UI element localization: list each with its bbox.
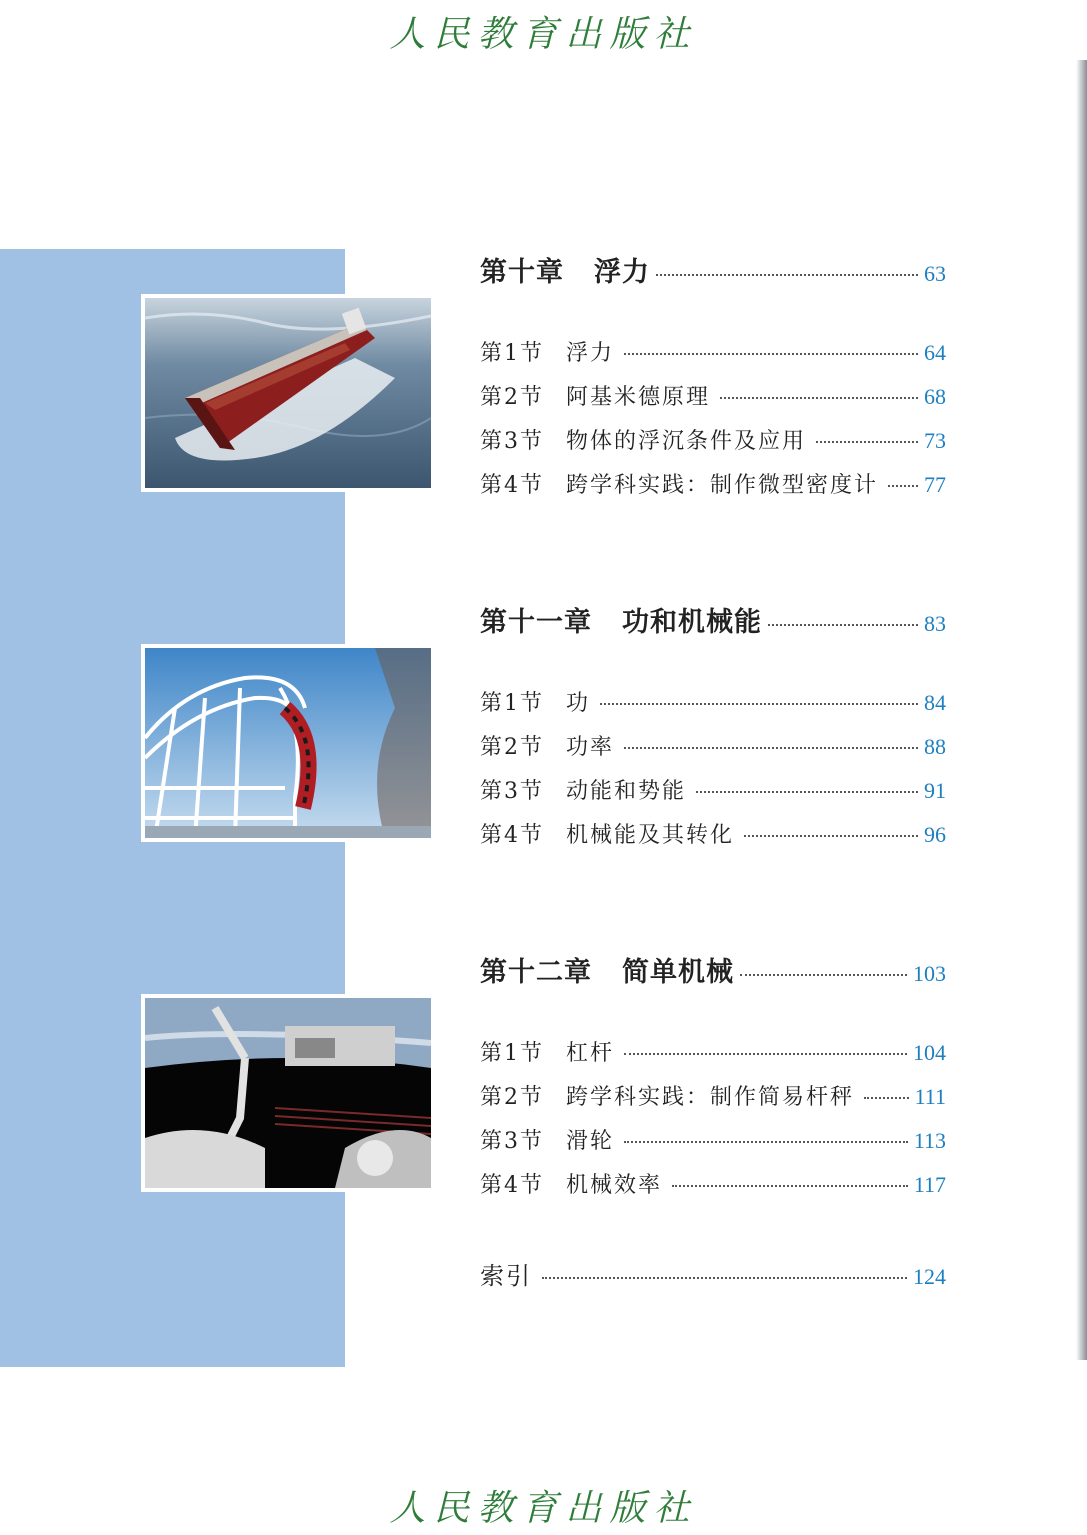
section-number: 第4节 bbox=[480, 473, 544, 498]
space-station-arm-photo bbox=[141, 994, 435, 1192]
page-number: 84 bbox=[924, 690, 946, 715]
section-title: 跨学科实践：制作微型密度计 bbox=[566, 473, 879, 498]
chapter-heading[interactable] bbox=[480, 950, 946, 989]
cargo-ship-photo bbox=[141, 294, 435, 492]
page-number: 91 bbox=[924, 778, 946, 803]
section-number: 第2节 bbox=[480, 385, 544, 410]
section-title: 跨学科实践：制作简易杆秤 bbox=[566, 1085, 855, 1110]
page-number: 113 bbox=[913, 1128, 946, 1153]
page-number: 64 bbox=[924, 340, 946, 365]
section-title: 机械能及其转化 bbox=[566, 823, 735, 848]
section-title: 功 bbox=[566, 691, 591, 716]
section-title: 功率 bbox=[566, 735, 615, 760]
section-title: 阿基米德原理 bbox=[566, 385, 711, 410]
chapter-number: 第十二章 bbox=[480, 957, 592, 988]
section-entry[interactable] bbox=[480, 424, 946, 455]
chapter-title: 浮力 bbox=[594, 257, 650, 288]
section-title: 机械效率 bbox=[566, 1173, 663, 1198]
index-entry[interactable] bbox=[480, 1256, 946, 1291]
publisher-watermark-bottom: 人民教育出版社 bbox=[389, 1488, 698, 1529]
section-title: 物体的浮沉条件及应用 bbox=[566, 429, 807, 454]
section-entry[interactable] bbox=[480, 818, 946, 849]
dot-leader bbox=[744, 835, 918, 837]
section-entry[interactable] bbox=[480, 380, 946, 411]
section-entry[interactable] bbox=[480, 774, 946, 805]
chapter-heading[interactable] bbox=[480, 600, 946, 639]
page-number: 124 bbox=[913, 1264, 946, 1289]
chapter-title: 简单机械 bbox=[622, 957, 734, 988]
page-number: 88 bbox=[924, 734, 946, 759]
page-number: 111 bbox=[914, 1084, 946, 1109]
section-entry[interactable] bbox=[480, 336, 946, 367]
page-number: 117 bbox=[913, 1172, 946, 1197]
dot-leader bbox=[696, 791, 918, 793]
section-number: 第3节 bbox=[480, 779, 544, 804]
page-number: 68 bbox=[924, 384, 946, 409]
section-number: 第1节 bbox=[480, 1041, 544, 1066]
section-entry[interactable] bbox=[480, 1036, 946, 1067]
page-number: 103 bbox=[913, 961, 946, 986]
section-number: 第1节 bbox=[480, 341, 544, 366]
dot-leader bbox=[888, 485, 918, 487]
section-number: 第2节 bbox=[480, 735, 544, 760]
page-number: 63 bbox=[924, 261, 946, 286]
section-entry[interactable] bbox=[480, 686, 946, 717]
chapter-number: 第十一章 bbox=[480, 607, 592, 638]
dot-leader bbox=[624, 1141, 908, 1143]
page-number: 104 bbox=[913, 1040, 946, 1065]
dot-leader bbox=[624, 1053, 907, 1055]
section-title: 动能和势能 bbox=[566, 779, 687, 804]
publisher-watermark-top: 人民教育出版社 bbox=[389, 14, 698, 55]
section-title: 杠杆 bbox=[566, 1041, 615, 1066]
dot-leader bbox=[864, 1097, 909, 1099]
dot-leader bbox=[768, 624, 918, 626]
chapter-heading[interactable] bbox=[480, 250, 946, 289]
section-number: 第3节 bbox=[480, 429, 544, 454]
section-title: 滑轮 bbox=[566, 1129, 615, 1154]
page-number: 83 bbox=[924, 611, 946, 636]
dot-leader bbox=[600, 703, 918, 705]
dot-leader bbox=[656, 274, 918, 276]
roller-coaster-photo bbox=[141, 644, 435, 842]
page-number: 77 bbox=[924, 472, 946, 497]
dot-leader bbox=[740, 974, 907, 976]
section-entry[interactable] bbox=[480, 468, 946, 499]
dot-leader bbox=[624, 747, 918, 749]
dot-leader bbox=[542, 1277, 907, 1279]
dot-leader bbox=[624, 353, 918, 355]
page-number: 73 bbox=[924, 428, 946, 453]
chapter-number: 第十章 bbox=[480, 257, 564, 288]
section-number: 第4节 bbox=[480, 1173, 544, 1198]
section-entry[interactable] bbox=[480, 730, 946, 761]
dot-leader bbox=[672, 1185, 908, 1187]
page-number: 96 bbox=[924, 822, 946, 847]
section-title: 浮力 bbox=[566, 341, 615, 366]
index-title: 索引 bbox=[480, 1262, 532, 1290]
section-entry[interactable] bbox=[480, 1124, 946, 1155]
dot-leader bbox=[816, 441, 918, 443]
dot-leader bbox=[720, 397, 918, 399]
section-number: 第1节 bbox=[480, 691, 544, 716]
page-edge-shadow bbox=[1076, 60, 1087, 1360]
section-entry[interactable] bbox=[480, 1168, 946, 1199]
section-number: 第4节 bbox=[480, 823, 544, 848]
section-entry[interactable] bbox=[480, 1080, 946, 1111]
chapter-title: 功和机械能 bbox=[622, 607, 762, 638]
section-number: 第3节 bbox=[480, 1129, 544, 1154]
section-number: 第2节 bbox=[480, 1085, 544, 1110]
